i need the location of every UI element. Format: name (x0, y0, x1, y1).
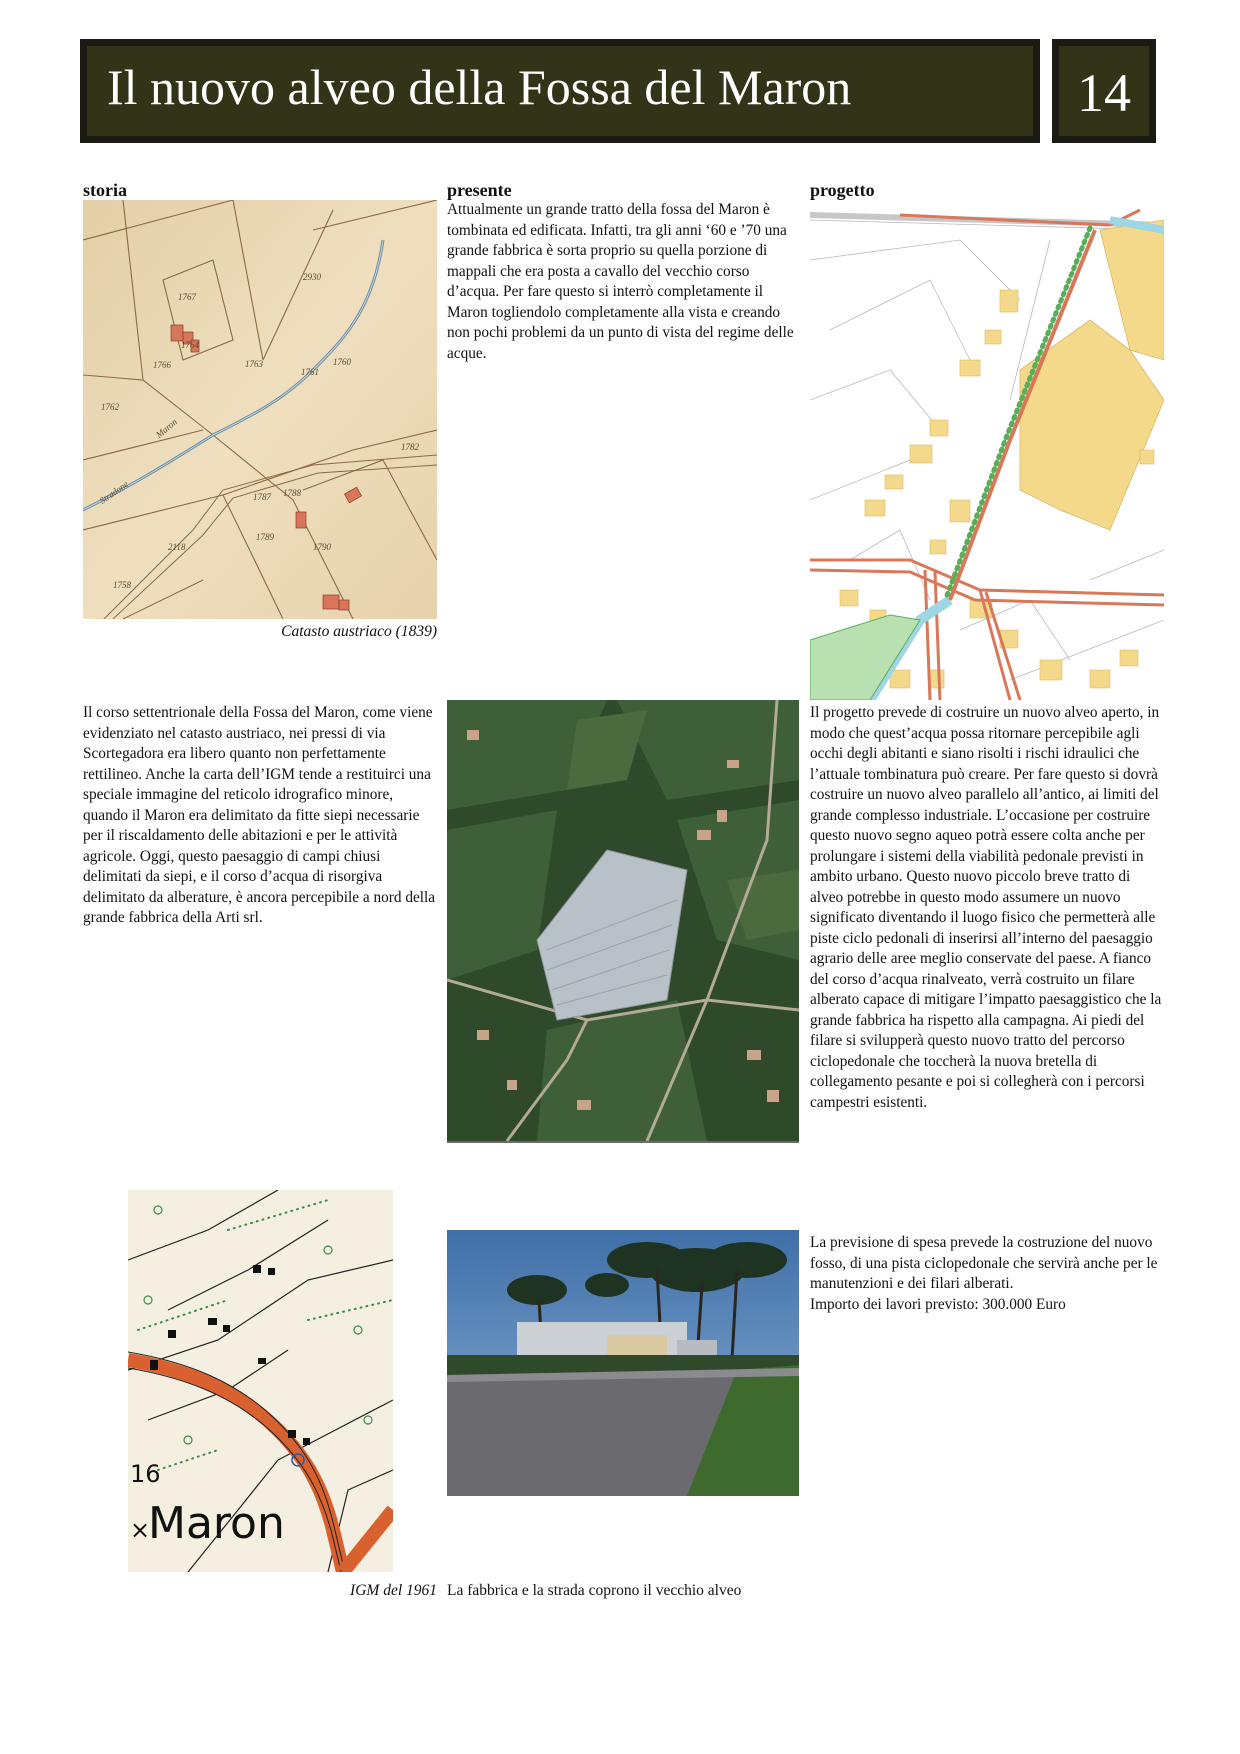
aerial-photo (447, 700, 799, 1141)
cadastral-map-1839 (83, 200, 437, 619)
heading-presente: presente (447, 180, 512, 200)
svg-text:1790: 1790 (313, 542, 331, 552)
svg-text:1762: 1762 (101, 402, 119, 412)
factory-street-photo (447, 1230, 799, 1496)
street-photo-caption: La fabbrica e la strada coprono il vecchio alveo (447, 1582, 742, 1599)
cadastral-map-caption: Catasto austriaco (1839) (281, 623, 437, 640)
svg-text:×: × (130, 1516, 151, 1544)
svg-text:2118: 2118 (168, 542, 186, 552)
svg-text:1764: 1764 (181, 340, 199, 350)
svg-text:1789: 1789 (256, 532, 274, 542)
svg-text:1782: 1782 (401, 442, 419, 452)
svg-text:1758: 1758 (113, 580, 131, 590)
page-title: Il nuovo alveo della Fossa del Maron (107, 59, 852, 115)
svg-text:1788: 1788 (283, 488, 301, 498)
svg-text:1766: 1766 (153, 360, 171, 370)
aerial-photo-underline (447, 1141, 799, 1143)
svg-text:1761: 1761 (301, 367, 319, 377)
svg-text:2930: 2930 (303, 272, 321, 282)
svg-text:1767: 1767 (178, 292, 196, 302)
svg-text:Maron: Maron (154, 416, 179, 440)
storia-text: Il corso settentrionale della Fossa del Maron, come viene evidenziato nel catasto austriaco, nei pressi di via Scortegadora era libero quanto non perfettamente rettilineo. Anche la carta dell’IGM tende a restituirci una speciale immagine del reticolo idrografico minore, quando il Maron era delimitato da fitte siepi necessarie per il riscaldamento delle abitazioni e per le attività agricole. Oggi, questo paesaggio di campi chiusi delimitati da siepi, e il corso d’acqua di risorgiva delimitato da alberature, è ancora percepibile a nord della grande fabbrica della Arti srl. (83, 704, 436, 926)
igm-elevation-label: 16 (130, 1460, 161, 1488)
svg-text:1787: 1787 (253, 492, 271, 502)
page-number-inner (1059, 46, 1149, 136)
presente-text: Attualmente un grande tratto della fossa del Maron è tombinata ed edificata. Infatti, tra gli anni ‘60 e ’70 una grande fabbrica è sorta proprio su quella porzione di mappali che era posta a cavallo del vecchio corso d’acqua. Per fare questo si interrò completamente il Maron togliendolo completamente alla vista e creando non pochi problemi da un punto di vista del regime delle acque. (447, 201, 794, 362)
budget-text (810, 1233, 1166, 1315)
svg-text:Stradone: Stradone (97, 478, 131, 506)
heading-storia: storia (83, 180, 127, 200)
svg-text:1760: 1760 (333, 357, 351, 367)
igm-map-1961 (128, 1190, 393, 1572)
title-banner-inner (87, 46, 1033, 136)
heading-progetto: progetto (810, 180, 875, 200)
budget-amount: Importo dei lavori previsto: 300.000 Euro (810, 1295, 1066, 1313)
page-number: 14 (1077, 63, 1131, 123)
igm-place-label: Maron (148, 1498, 285, 1549)
svg-text:1763: 1763 (245, 359, 263, 369)
progetto-text: Il progetto prevede di costruire un nuovo alveo aperto, in modo che quest’acqua possa ritornare percepibile agli occhi degli abitanti e siano risolti i rischi idraulici che l’attuale tombinatura può creare. Per fare questo si dovrà costruire un nuovo alveo parallelo all’antico, ai limiti del grande complesso industriale. L’occasione per costruire questo nuovo segno aqueo potrà essere colta anche per prolungare i sistemi della viabilità pedonale previsti in ambito urbano. Questo nuovo piccolo breve tratto di alveo potrebbe in questo modo assumere un nuovo significato diventando il luogo fisico che permetterà alle piste ciclo pedonali di inserirsi all’interno del paesaggio agrario delle aree meglio conservate del paese. A fianco del corso d’acqua rinalveato, verrà costruito un filare alberato capace di mitigare l’impatto paesaggistico che la grande fabbrica ha rispetto alla campagna. Ai piedi del filare si svilupperà questo nuovo tratto del percorso ciclopedonale che toccherà la nuova bretella di collegamento pesante e poi si collegherà con i percorsi campestri esistenti. (810, 704, 1162, 1111)
budget-description: La previsione di spesa prevede la costruzione del nuovo fosso, di una pista ciclopedonale che servirà anche per le manutenzioni e dei filari alberati. (810, 1234, 1158, 1292)
page-number-box (1052, 39, 1156, 143)
title-banner (80, 39, 1040, 143)
project-plan-map (810, 200, 1164, 700)
igm-map-caption: IGM del 1961 (350, 1582, 437, 1599)
